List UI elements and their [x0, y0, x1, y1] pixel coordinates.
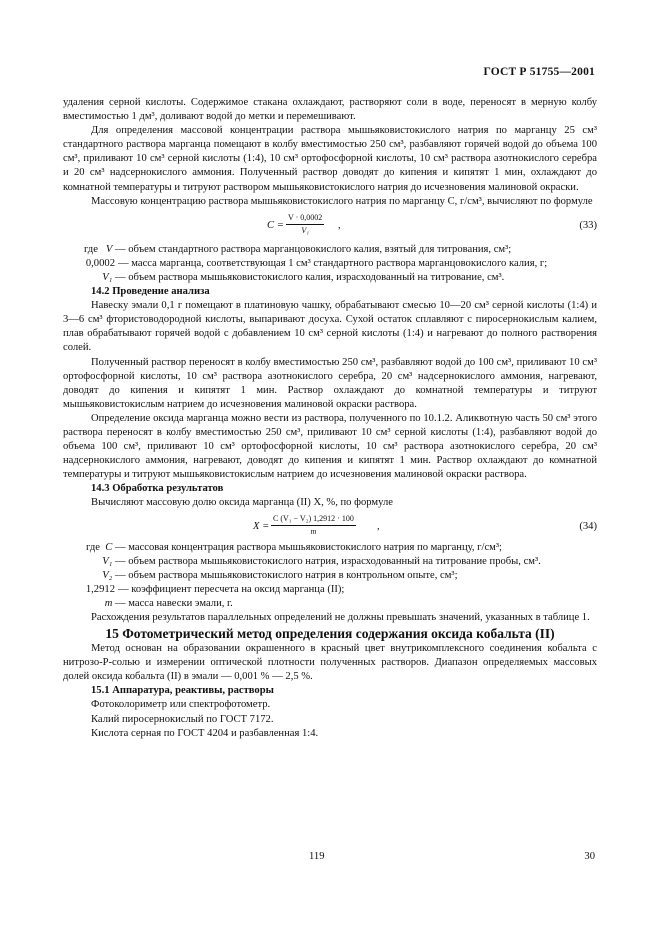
formula-lhs: C = — [267, 219, 284, 231]
formula-numerator: V · 0,0002 — [286, 213, 324, 225]
formula-numerator: C (V₁ − V₂) 1,2912 · 100 — [271, 514, 356, 526]
page-number-center: 119 — [309, 851, 325, 862]
variable-description: — коэффициент пересчета на оксид марганца (II); — [118, 583, 345, 595]
list-item: Фотоколориметр или спектрофотометр. — [91, 699, 271, 711]
variable-row — [63, 243, 597, 257]
variable-description: — массовая концентрация раствора мышьяковистокислого натрия по марганцу, г/см³; — [115, 541, 502, 553]
variable-key: V₁ — [102, 271, 113, 283]
formula-34 — [63, 511, 597, 541]
section-heading-15: 15 Фотометрический метод определения содержания оксида кобальта (II) — [105, 626, 555, 642]
paragraph: Вычисляют массовую долю оксида марганца (II) X, %, по формуле — [91, 497, 393, 509]
variable-row — [63, 271, 597, 285]
variable-row — [63, 597, 597, 611]
paragraph: Для определения массовой концентрации раствора мышьяковистокислого натрия по марганцу 25 см³ стандартного раствора марганца помещают в колбу вместимостью 250 см³, разбавляют горячей водой до объема 100 см³, приливают 10 см³ серной кислоты (1:4), 10 см³ ортофосфорной кислоты, 10 см³ раствора азотнокислого серебра и 20 см³ надсернокислого аммония. Полученный раствор доводят до кипения и кипятят 1 мин, охлаждают до комнатной температуры и титруют раствором мышьяковистокислого натрия до исчезновения малиновой окраски. — [63, 125, 597, 193]
variable-row — [63, 257, 597, 271]
paragraph: Полученный раствор переносят в колбу вместимостью 250 см³, разбавляют водой до 100 см³, приливают 10 см³ ортофосфорной кислоты, 10 см³ раствора азотнокислого серебра, 20 см³ надсернокислого аммония, нагревают, доводят до кипения и кипятят 1 мин. Раствор охлаждают до комнатной температуры и титруют мышьяковистокислым натрием до исчезновения малиновой окраски раствора. — [63, 356, 597, 410]
equation-number: (34) — [579, 520, 597, 532]
paragraph: Определение оксида марганца можно вести из раствора, полученного по 10.1.2. Аликвотную часть 50 см³ этого раствора переносят в колбу вместимостью 250 см³, приливают 10 см³ серной кислоты (1:4), разбавляют водой до объема 100 см³, приливают 10 см³ ортофосфорной кислоты, 10 см³ раствора азотнокислого серебра, 20 см³ надсернокислого аммония, нагревают, доводят до кипения и кипятят 1 мин. Раствор охлаждают до комнатной температуры и титруют мышьяковистокислым натрием до исчезновения малиновой окраски раствора. — [63, 412, 597, 481]
variable-key: 1,2912 — [85, 583, 115, 595]
formula-tail: , — [377, 520, 380, 532]
subsection-heading-14-2: 14.2 Проведение анализа — [91, 286, 210, 298]
where-list-1 — [63, 243, 597, 285]
variable-key: где V — [83, 243, 113, 255]
equation-number: (33) — [579, 219, 597, 231]
paragraph: Навеску эмали 0,1 г помещают в платиновую чашку, обрабатывают смесью 10—20 см³ серной кислоты (1:4) и 3—6 см³ фтористоводородной кислоты, выпаривают досуха. Сухой остаток сплавляют с пиросернокислым калием, плав обрабатывают горячей водой с добавлением 10 см³ серной кислоты (1:4) и нагревают до полного растворения солей. — [63, 300, 597, 354]
variable-key: 0,0002 — [85, 257, 115, 269]
document-body — [63, 96, 597, 741]
formula-lhs: X = — [253, 520, 270, 532]
variable-row — [63, 569, 597, 583]
formula-denominator: V₁ — [301, 225, 309, 235]
paragraph: Массовую концентрацию раствора мышьяковистокислого натрия по марганцу C, г/см³, вычисляют по формуле — [91, 195, 593, 207]
formula-fraction — [286, 213, 324, 236]
variable-description: — объем стандартного раствора марганцовокислого калия, взятый для титрования, см³; — [115, 243, 512, 255]
subsection-heading-15-1: 15.1 Аппаратура, реактивы, растворы — [91, 685, 274, 697]
list-item: Калий пиросернокислый по ГОСТ 7172. — [91, 713, 274, 725]
variable-key: V₂ — [102, 569, 113, 581]
formula-tail: , — [338, 219, 341, 231]
variable-description: — объем раствора мышьяковистокислого натрия, израсходованный на титрование пробы, см³. — [115, 555, 541, 567]
paragraph: удаления серной кислоты. Содержимое стакана охлаждают, растворяют соли в воде, переносят в мерную колбу вместимостью 1 дм³, доливают водой до метки и перемешивают. — [63, 97, 597, 123]
variable-key: V₁ — [102, 555, 113, 567]
variable-description: — объем раствора мышьяковистокислого калия, израсходованный на титрование, см³. — [115, 271, 505, 283]
where-list-2 — [63, 541, 597, 611]
variable-key: m — [104, 597, 113, 609]
formula-fraction — [271, 514, 356, 537]
variable-row — [63, 555, 597, 569]
variable-row — [63, 541, 597, 555]
subsection-heading-14-3: 14.3 Обработка результатов — [91, 483, 224, 495]
variable-key: где C — [86, 541, 113, 553]
standard-header: ГОСТ Р 51755—2001 — [483, 66, 595, 78]
paragraph: Метод основан на образовании окрашенного в красный цвет внутрикомплексного соединения кобальта с нитрозо-Р-солью и измерении оптической плотности полученных растворов. Диапазон определяемых массовых долей оксида кобальта (II) в эмали — 0,001 % — 2,5 %. — [63, 643, 597, 683]
variable-description: — масса навески эмали, г. — [115, 597, 233, 609]
formula-33 — [63, 209, 597, 243]
formula-denominator: m — [310, 526, 317, 536]
paragraph: Расхождения результатов параллельных определений не должны превышать значений, указанных в таблице 1. — [91, 612, 590, 623]
list-item: Кислота серная по ГОСТ 4204 и разбавленная 1:4. — [91, 727, 319, 739]
page-number-right: 30 — [584, 851, 595, 862]
variable-description: — масса марганца, соответствующая 1 см³ стандартного раствора марганцовокислого калия, г; — [118, 257, 548, 269]
variable-description: — объем раствора мышьяковистокислого натрия в контрольном опыте, см³; — [115, 569, 458, 581]
variable-row — [63, 583, 597, 597]
